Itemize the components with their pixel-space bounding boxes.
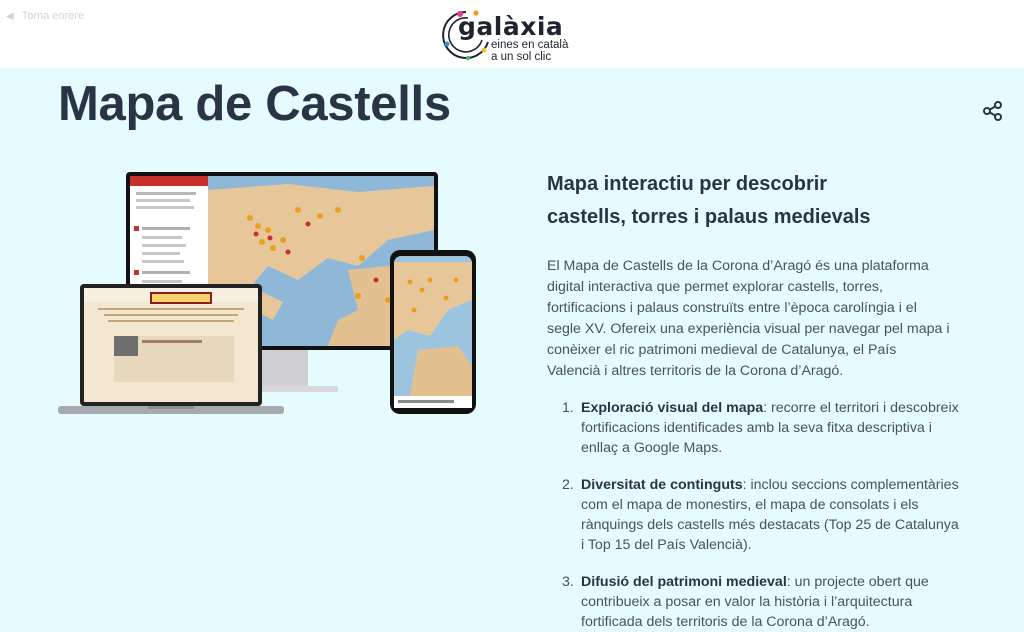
list-number: 1.: [562, 400, 574, 416]
feature-list: [562, 398, 962, 632]
subtitle-line-1: Mapa interactiu per descobrir: [547, 173, 828, 195]
list-number: 2.: [562, 477, 574, 493]
list-item: [562, 475, 962, 555]
page-title: Mapa de Castells: [58, 77, 451, 131]
logo-tagline-1: eines en català: [491, 39, 569, 51]
feature-text: : un projecte obert que contribueix a posar en valor la història i l’arquitectura fortificada dels territoris de la Corona d’Aragó.: [581, 574, 929, 630]
logo-tagline-2: a un sol clic: [491, 51, 552, 63]
feature-text: : inclou seccions complementàries com el mapa de monestirs, el mapa de consolats i els rànquings dels castells més destacats (Top 25 de Catalunya i Top 15 del País Valencià).: [581, 477, 959, 553]
feature-title: Diversitat de continguts: [581, 477, 743, 493]
feature-text: : recorre el territori i descobreix fortificacions identificades amb la seva fitxa descriptiva i enllaç a Google Maps.: [581, 400, 959, 456]
intro-paragraph: El Mapa de Castells de la Corona d’Aragó és una plataforma digital interactiva que permet explorar castells, torres, fortificacions i palaus construïts entre l’època carolíngia i el segle XV. Ofereix una experiència visual per navegar pel mapa i conèixer el ric patrimoni medieval de Catalunya, el País Valencià i altres territoris de la Corona d’Aragó.: [547, 258, 950, 379]
galaxia-logo[interactable]: [438, 6, 598, 64]
arrow-left-icon: ◀: [6, 10, 14, 22]
main-content: [0, 68, 1024, 632]
back-link[interactable]: [6, 10, 84, 22]
laptop-illustration: [58, 284, 284, 414]
list-number: 3.: [562, 574, 574, 590]
subtitle-line-2: castells, torres i palaus medievals: [547, 206, 871, 228]
feature-title: Difusió del patrimoni medieval: [581, 574, 787, 590]
feature-title: Exploració visual del mapa: [581, 400, 764, 416]
device-mockup-image: [58, 170, 508, 420]
list-item: [562, 572, 962, 632]
section-subtitle: [547, 168, 947, 234]
back-label: Torna enrere: [21, 10, 85, 22]
phone-illustration: [390, 250, 476, 414]
site-header: [0, 0, 1024, 68]
share-icon[interactable]: [982, 100, 1004, 122]
logo-wordmark: galàxia: [458, 12, 564, 41]
list-item: [562, 398, 962, 458]
